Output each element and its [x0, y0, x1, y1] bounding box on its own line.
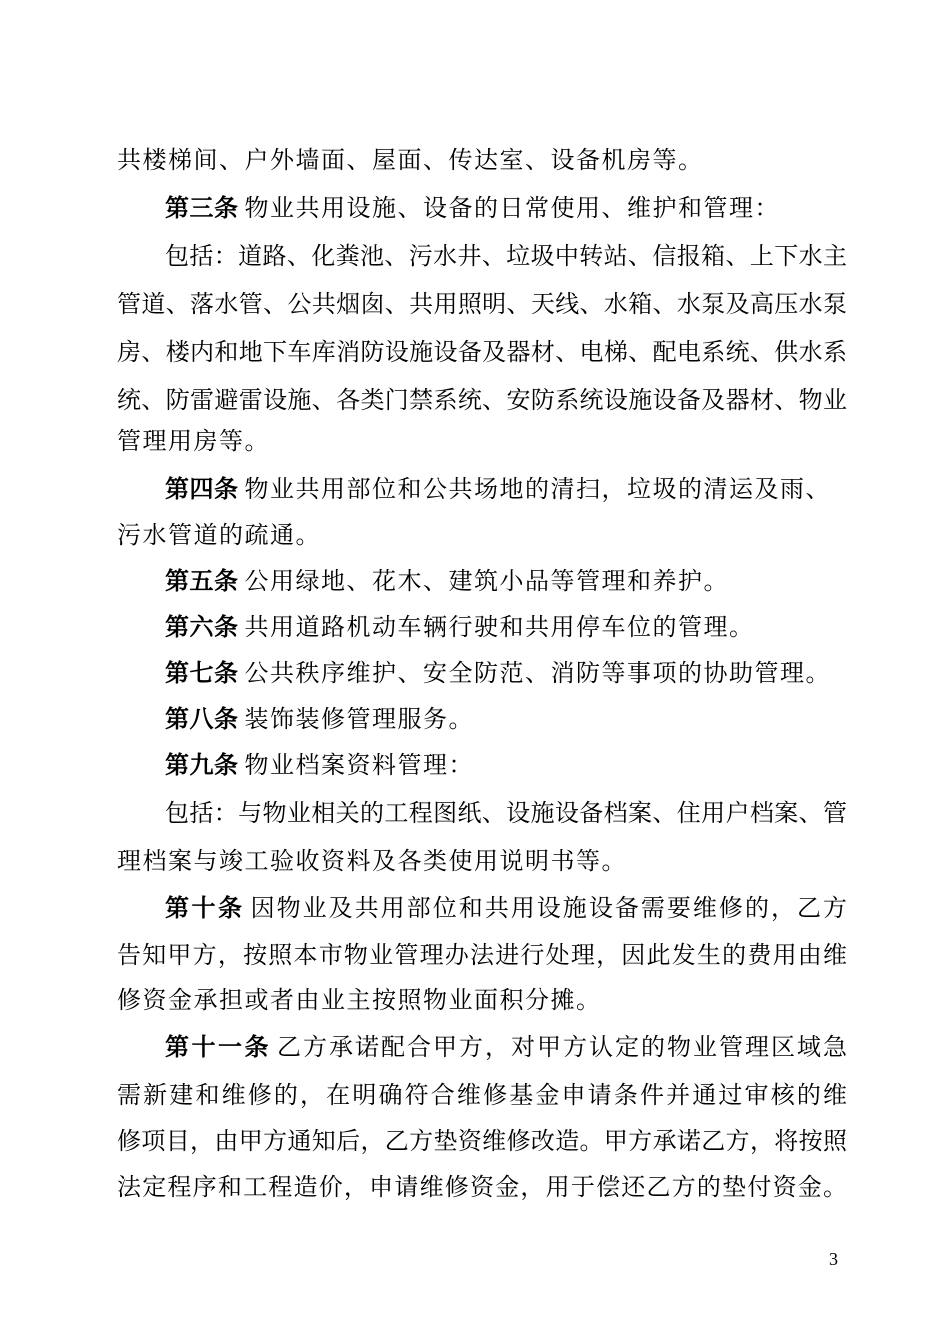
article-9-heading: 第九条 物业档案资料管理：	[165, 751, 474, 779]
text-line: 告知甲方，按照本市物业管理办法进行处理，因此发生的费用由维	[117, 941, 847, 969]
text-line: 房、楼内和地下车库消防设施设备及器材、电梯、配电系统、供水系	[117, 338, 847, 366]
article-label: 第三条	[165, 194, 239, 222]
text-line: 法定程序和工程造价，申请维修资金，用于偿还乙方的垫付资金。	[117, 1173, 847, 1201]
article-11-heading: 第十一条 乙方承诺配合甲方，对甲方认定的物业管理区域急	[165, 1033, 847, 1061]
article-label: 第五条	[165, 567, 239, 595]
article-7-heading: 第七条 公共秩序维护、安全防范、消防等事项的协助管理。	[165, 659, 831, 687]
text-line: 需新建和维修的，在明确符合维修基金申请条件并通过审核的维	[117, 1081, 847, 1109]
text-line: 修项目，由甲方通知后，乙方垫资维修改造。甲方承诺乙方，将按照	[117, 1127, 847, 1155]
article-3-heading: 第三条 物业共用设施、设备的日常使用、维护和管理：	[165, 194, 780, 222]
article-8-heading: 第八条 装饰装修管理服务。	[165, 705, 474, 733]
article-label: 第十一条	[165, 1033, 271, 1061]
article-label: 第六条	[165, 613, 239, 641]
text-line: 理档案与竣工验收资料及各类使用说明书等。	[117, 847, 627, 875]
text-line: 包括：与物业相关的工程图纸、设施设备档案、住用户档案、管	[165, 799, 847, 827]
text-line: 统、防雷避雷设施、各类门禁系统、安防系统设施设备及器材、物业	[117, 386, 847, 414]
article-label: 第七条	[165, 659, 239, 687]
article-label: 第四条	[165, 475, 239, 503]
text-line: 管道、落水管、公共烟囱、共用照明、天线、水箱、水泵及高压水泵	[117, 290, 847, 318]
article-5-heading: 第五条 公用绿地、花木、建筑小品等管理和养护。	[165, 567, 729, 595]
article-label: 第八条	[165, 705, 239, 733]
article-6-heading: 第六条 共用道路机动车辆行驶和共用停车位的管理。	[165, 613, 755, 641]
article-label: 第十条	[165, 894, 245, 922]
text-line: 共楼梯间、户外墙面、屋面、传达室、设备机房等。	[117, 146, 704, 174]
text-line: 修资金承担或者由业主按照物业面积分摊。	[117, 986, 602, 1014]
article-4-heading: 第四条 物业共用部位和公共场地的清扫，垃圾的清运及雨、	[165, 475, 831, 503]
text-line: 包括：道路、化粪池、污水井、垃圾中转站、信报箱、上下水主	[165, 242, 847, 270]
page-number: 3	[829, 1249, 838, 1269]
article-10-heading: 第十条 因物业及共用部位和共用设施设备需要维修的，乙方	[165, 894, 848, 922]
article-label: 第九条	[165, 751, 239, 779]
text-line: 管理用房等。	[117, 427, 270, 455]
text-line: 污水管道的疏通。	[117, 521, 321, 549]
